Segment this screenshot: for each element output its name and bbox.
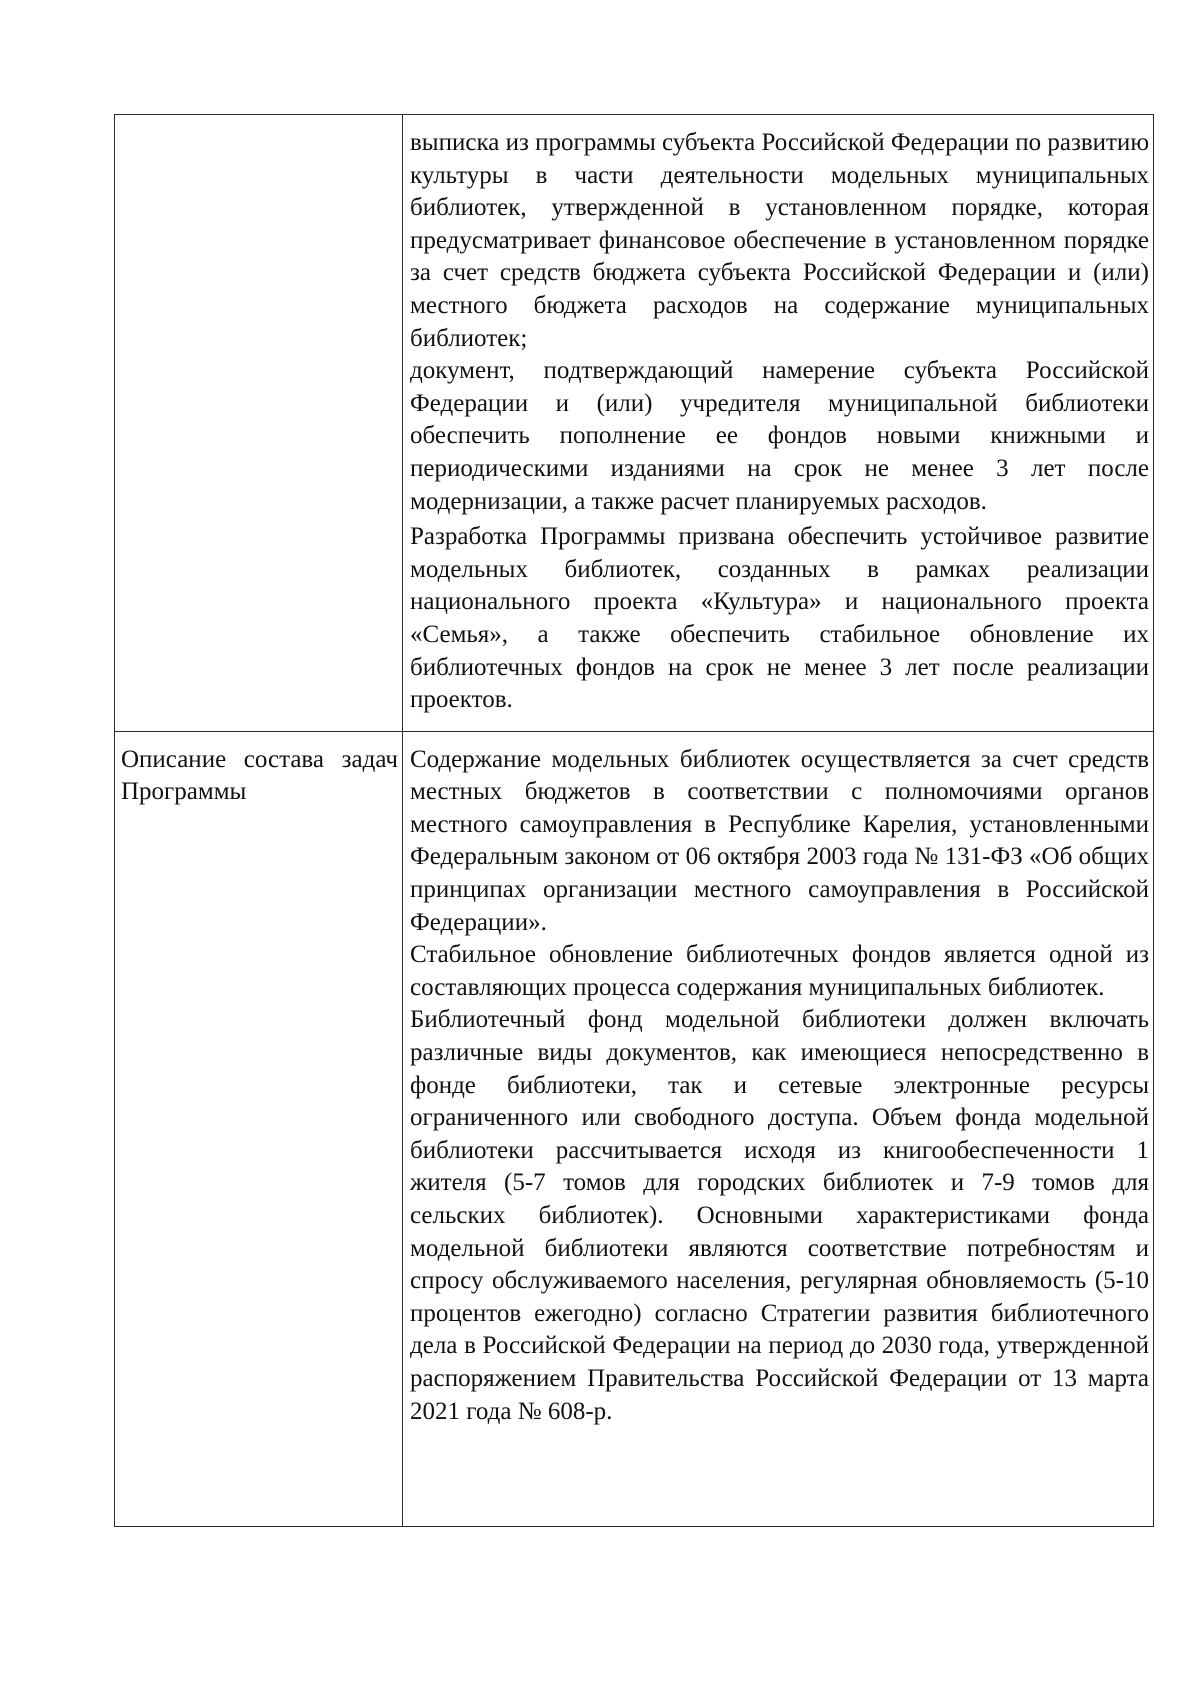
program-table xyxy=(114,114,1154,1527)
row-content-cell xyxy=(403,115,1154,732)
paragraph-program-purpose: Разработка Программы призвана обеспечить устойчивое развитие модельных библиотек, созданных в рамках реализации национального проекта «Культура» и национального проекта «Семья», а также обеспечить стабильное обновление их библиотечных фондов на срок не менее 3 лет после реализации проектов. xyxy=(410,523,1149,714)
row-label-cell xyxy=(115,115,403,732)
paragraph-extract: выписка из программы субъекта Российской Федерации по развитию культуры в части деятельности модельных муниципальных библиотек, утвержденной в установленном порядке, которая предусматривает финансовое обеспечение в установленном порядке за счет средств бюджета субъекта Российской Федерации и (или) местного бюджета расходов на содержание муниципальных библиотек; xyxy=(410,129,1149,352)
paragraph-intent-document: документ, подтверждающий намерение субъекта Российской Федерации и (или) учредителя муниципальной библиотеки обеспечить пополнение ее фондов новыми книжными и периодическими изданиями на срок не менее 3 лет после модернизации, а также расчет планируемых расходов. xyxy=(410,357,1149,515)
table-row xyxy=(115,731,1154,1526)
paragraph-fund-renewal: Стабильное обновление библиотечных фондов является одной из составляющих процесса содержания муниципальных библиотек. xyxy=(410,941,1149,1001)
row-label: Описание состава задач Программы xyxy=(121,745,398,806)
paragraph-funding: Содержание модельных библиотек осуществляется за счет средств местных бюджетов в соответствии с полномочиями органов местного самоуправления в Республике Карелия, установленными Федеральным законом от 06 октября 2003 года № 131-ФЗ «Об общих принципах организации местного самоуправления в Российской Федерации». xyxy=(410,745,1149,936)
row-label-cell xyxy=(115,731,403,1526)
row-content-cell xyxy=(403,731,1154,1526)
table-row xyxy=(115,115,1154,732)
paragraph-library-fund: Библиотечный фонд модельной библиотеки должен включать различные виды документов, как имеющиеся непосредственно в фонде библиотеки, так и сетевые электронные ресурсы ограниченного или свободного доступа. Объем фонда модельной библиотеки рассчитывается исходя из книгообеспеченности 1 жителя (5-7 томов для городских библиотек и 7-9 томов для сельских библиотек). Основными характеристиками фонда модельной библиотеки являются соответствие потребностям и спросу обслуживаемого населения, регулярная обновляемость (5-10 процентов ежегодно) согласно Стратегии развития библиотечного дела в Российской Федерации на период до 2030 года, утвержденной распоряжением Правительства Российской Федерации от 13 марта 2021 года № 608-р. xyxy=(410,1006,1149,1425)
